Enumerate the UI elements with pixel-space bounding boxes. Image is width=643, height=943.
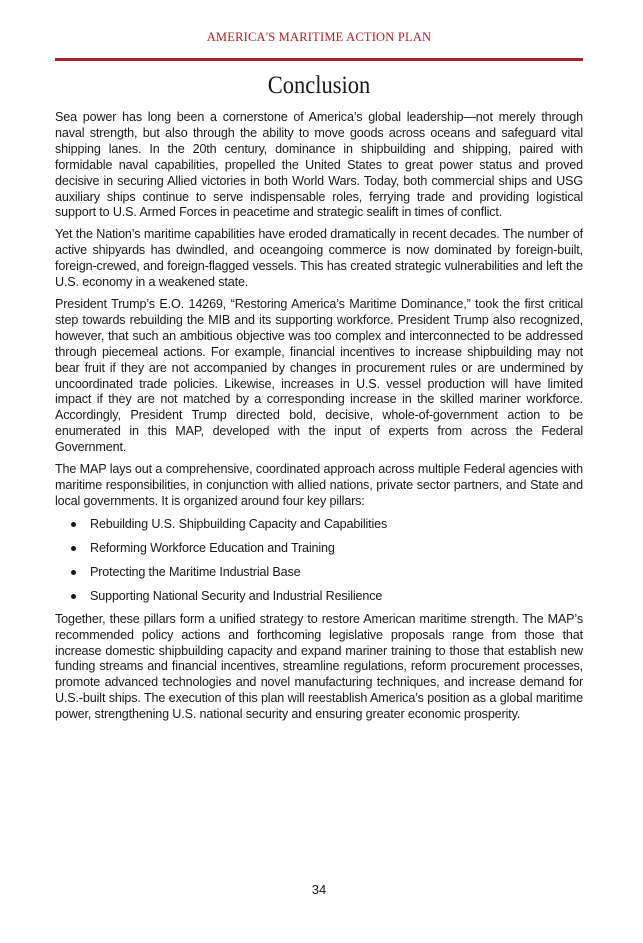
- list-item: [55, 564, 583, 580]
- pillar-label: Reforming Workforce Education and Training: [90, 540, 335, 555]
- list-item: [55, 540, 583, 556]
- running-header: AMERICA'S MARITIME ACTION PLAN: [206, 30, 432, 44]
- bullet-icon: [71, 570, 76, 575]
- pillars-list: [55, 516, 583, 604]
- page-number: 34: [311, 882, 327, 897]
- paragraph-closing: Together, these pillars form a unified strategy to restore American maritime strength. The MAP’s recommended policy actions and forthcoming legislative proposals range from those that increase domestic shipbuilding capacity and expand mariner training to those that establish new funding streams and financial incentives, streamline regulations, reform procurement processes, promote advanced technologies and novel manufacturing techniques, and increase demand for U.S.-built ships. The execution of this plan will reestablish America’s position as a global maritime power, strengthening U.S. national security and ensuring greater economic prosperity.: [55, 611, 583, 722]
- pillar-label: Supporting National Security and Industrial Resilience: [90, 588, 383, 603]
- paragraph-map-approach: The MAP lays out a comprehensive, coordinated approach across multiple Federal agencies with maritime responsibilities, in conjunction with allied nations, private sector partners, and State and local governments. It is organized around four key pillars:: [55, 462, 583, 508]
- page-title: Conclusion: [267, 72, 371, 99]
- bullet-icon: [71, 546, 76, 551]
- header-divider: [55, 58, 583, 61]
- list-item: [55, 588, 583, 604]
- paragraph-erosion: Yet the Nation’s maritime capabilities have eroded dramatically in recent decades. The number of active shipyards has dwindled, and oceangoing commerce is now dominated by foreign-built, foreign-crewed, and foreign-flagged vessels. This has created strategic vulnerabilities and left the U.S. economy in a weakened state.: [55, 227, 583, 290]
- body-text: [55, 110, 583, 729]
- pillar-label: Rebuilding U.S. Shipbuilding Capacity and Capabilities: [90, 516, 388, 531]
- list-item: [55, 516, 583, 532]
- bullet-icon: [71, 594, 76, 599]
- paragraph-intro: Sea power has long been a cornerstone of America’s global leadership—not merely through naval strength, but also through the ability to move goods across oceans and safeguard vital shipping lanes. In the 20th century, dominance in shipbuilding and shipping, paired with formidable naval capabilities, propelled the United States to great power status and proved decisive in securing Allied victories in both World Wars. Today, both commercial ships and USG auxiliary ships continue to serve indispensable roles, ferrying trade and providing logistical support to U.S. Armed Forces in peacetime and strategic sealift in times of conflict.: [55, 110, 583, 220]
- paragraph-executive-order: President Trump’s E.O. 14269, “Restoring America’s Maritime Dominance,” took the first critical step towards rebuilding the MIB and its supporting workforce. President Trump also recognized, however, that such an ambitious objective was too complex and interconnected to be addressed through piecemeal actions. For example, financial incentives to increase shipbuilding may not bear fruit if they are not accompanied by changes in procurement rules or are undermined by uncoordinated trade policies. Likewise, increases in U.S. vessel production will have limited impact if they are not matched by a corresponding increase in the skilled mariner workforce. Accordingly, President Trump directed bold, decisive, whole-of-government action to be enumerated in this MAP, developed with the input of experts from across the Federal Government.: [55, 296, 583, 455]
- bullet-icon: [71, 522, 76, 527]
- pillar-label: Protecting the Maritime Industrial Base: [90, 564, 301, 579]
